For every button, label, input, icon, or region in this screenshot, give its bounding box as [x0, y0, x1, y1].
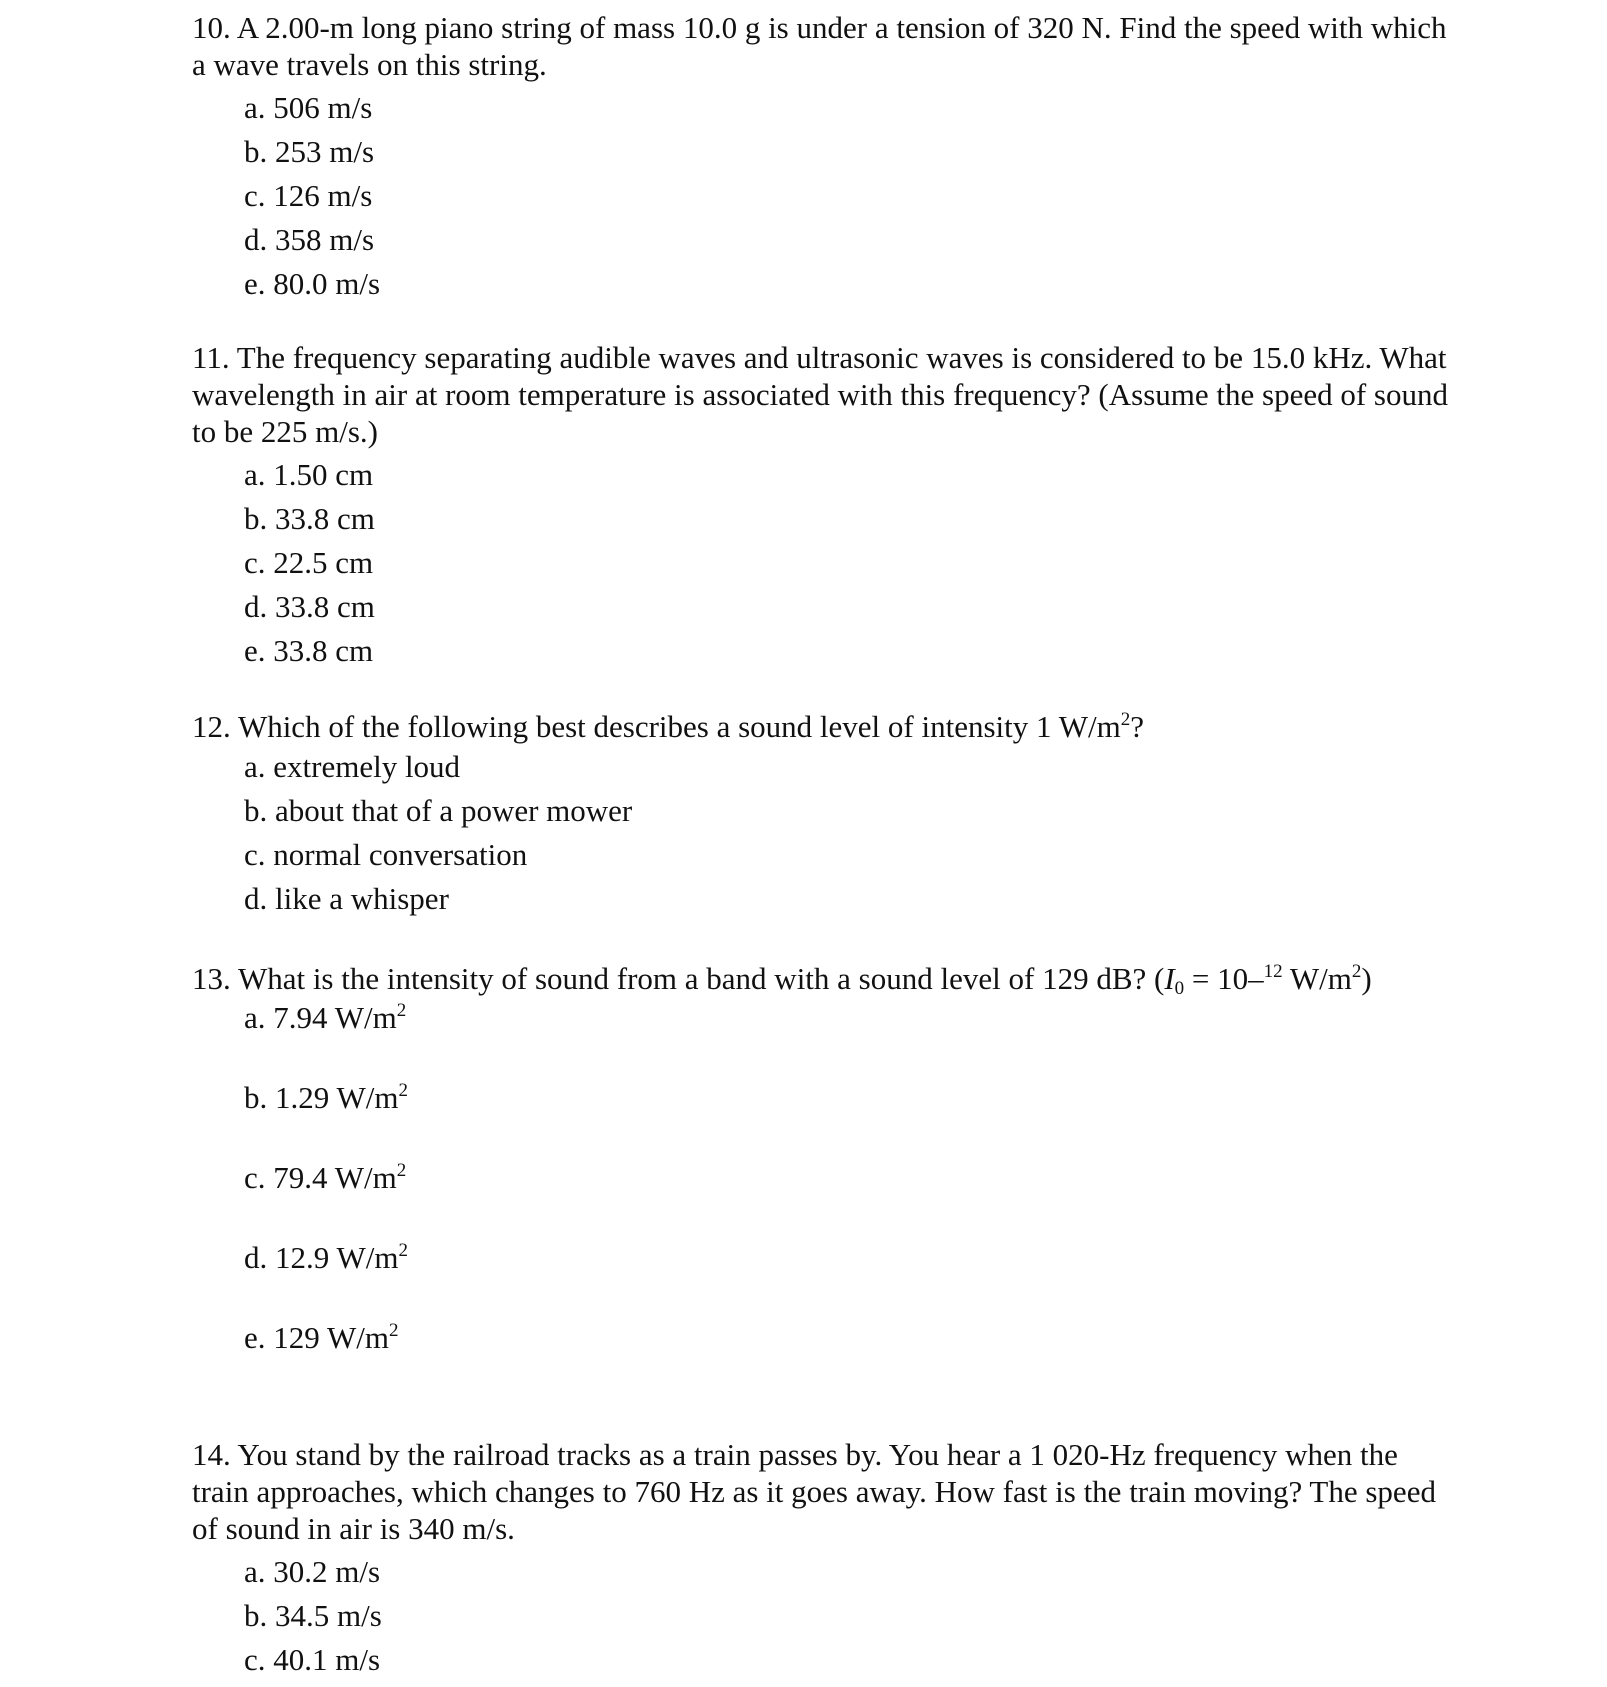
answer-option: c. 22.5 cm: [244, 545, 374, 580]
unit: W/m: [326, 1320, 389, 1355]
answer-option: d. like a whisper: [244, 881, 449, 916]
answer-option: [244, 1319, 1462, 1356]
answer-option: b. about that of a power mower: [244, 793, 633, 828]
answer-option: c. 40.1 m/s: [244, 1642, 381, 1677]
question-stem: 11. The frequency separating audible waves and ultrasonic waves is considered to be 15.0 kHz. What wavelength in air at room temperature is associated with this frequency? (Assume the speed of sound to be 225 m/s.): [192, 340, 1448, 449]
unit: W/m: [1282, 961, 1352, 996]
option-value: e. 129: [244, 1320, 320, 1355]
reference-intensity-value: = 10–: [1184, 961, 1264, 996]
exponent: 12: [1263, 961, 1283, 982]
answer-option: b. 33.8 cm: [244, 501, 375, 536]
answer-option: [244, 1079, 1462, 1116]
question-14: [192, 1436, 1462, 1678]
answer-option: a. 506 m/s: [244, 90, 373, 125]
answer-option: a. 1.50 cm: [244, 457, 374, 492]
answer-option: a. extremely loud: [244, 749, 461, 784]
answer-option: c. normal conversation: [244, 837, 528, 872]
option-value: b. 1.29: [244, 1080, 330, 1115]
question-11: [192, 339, 1462, 669]
question-stem: [192, 708, 1462, 745]
unit: W/m: [336, 1240, 399, 1275]
unit: W/m: [334, 1000, 397, 1035]
exponent: 2: [398, 1240, 408, 1261]
question-stem: 10. A 2.00-m long piano string of mass 10.0 g is under a tension of 320 N. Find the speed with which a wave travels on this string.: [192, 10, 1447, 82]
option-value: a. 7.94: [244, 1000, 328, 1035]
option-value: c. 79.4: [244, 1160, 328, 1195]
answer-option: d. 33.8 cm: [244, 589, 375, 624]
answer-option: [244, 1159, 1462, 1196]
answer-option: [244, 1239, 1462, 1276]
exponent: 2: [1351, 961, 1362, 982]
question-10: [192, 9, 1462, 302]
question-13: [192, 960, 1462, 1356]
question-stem-text: 13. What is the intensity of sound from a band with a sound level of 129 dB? (: [192, 961, 1165, 996]
option-value: d. 12.9: [244, 1240, 330, 1275]
unit: W/m: [334, 1160, 397, 1195]
answer-option: c. 126 m/s: [244, 178, 373, 213]
subscript: 0: [1174, 978, 1185, 999]
answer-option: e. 33.8 cm: [244, 633, 374, 668]
exponent: 2: [388, 1320, 399, 1341]
question-stem-text: 12. Which of the following best describes a sound level of intensity 1 W/m: [192, 709, 1121, 744]
question-stem: 14. You stand by the railroad tracks as a train passes by. You hear a 1 020-Hz frequency when the train approaches, which changes to 760 Hz as it goes away. How fast is the train moving? The speed of sound in air is 340 m/s.: [192, 1437, 1436, 1546]
question-stem-end: ): [1361, 961, 1372, 996]
exponent: 2: [396, 1000, 407, 1021]
answer-option: b. 253 m/s: [244, 134, 375, 169]
answer-option: [244, 999, 1462, 1036]
unit: W/m: [336, 1080, 399, 1115]
answer-option: a. 30.2 m/s: [244, 1554, 381, 1589]
exponent: 2: [398, 1080, 408, 1101]
answer-option: e. 80.0 m/s: [244, 266, 381, 301]
question-stem: [192, 960, 1462, 997]
reference-intensity-symbol: I: [1164, 961, 1175, 996]
answer-option: d. 358 m/s: [244, 222, 375, 257]
question-12: [192, 708, 1462, 917]
exponent: 2: [396, 1160, 407, 1181]
exponent: 2: [1120, 709, 1131, 730]
answer-option: b. 34.5 m/s: [244, 1598, 382, 1633]
question-stem-end: ?: [1130, 709, 1144, 744]
